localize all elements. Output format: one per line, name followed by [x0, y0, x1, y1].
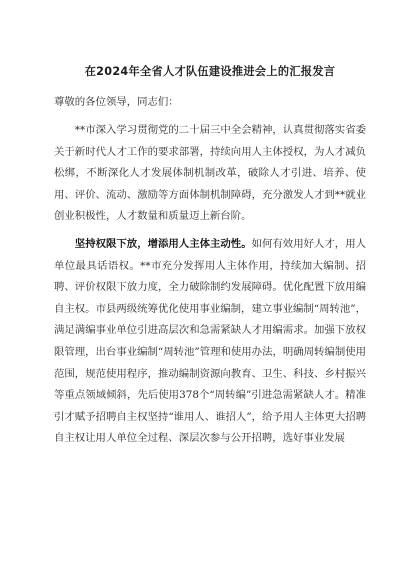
paragraph-body-text: 如何有效用好人才，用人单位最具话语权。**市充分发挥用人主体作用，持续加大编制、招聘、评价权限下放力度，全力破除制约发展障碍。优化配置下放用编自主权。市县两级统筹优化使用事业编制，建立事业编制“周转池”，满足满编事业单位引进高层次和急需紧缺人才用编需求。加强下放权限管理，出台事业编制“周转池”管理和使用办法，明确周转编制使用范围，规范使用程序，推动编制资源向教育、卫生、科技、乡村振兴等重点领域倾斜，先后使用378个“周转编”引进急需紧缺人才。精准引才赋予招聘自主权坚持“谁用人、谁招人”，给予用人主体更大招聘自主权让用人单位全过程、深层次参与公开招聘，选好事业发展: [54, 237, 367, 445]
paragraph-section-1: [54, 234, 366, 450]
salutation: 尊敬的各位领导，同志们：: [54, 96, 179, 108]
document-title: 在2024年全省人才队伍建设推进会上的汇报发言: [84, 65, 336, 78]
paragraph-lead-heading: 坚持权限下放，增添用人主体主动性。: [74, 237, 252, 250]
paragraph-intro: **市深入学习贯彻党的二十届三中全会精神，认真贯彻落实省委关于新时代人才工作的要求部署，持续向用人主体授权，为人才减负松绑，不断深化人才发展体制机制改革，破除人才引进、培养、使用、评价、流动、激励等方面体制机制障碍，充分激发人才到**就业创业积极性，人才数量和质量迈上新台阶。: [54, 124, 366, 223]
